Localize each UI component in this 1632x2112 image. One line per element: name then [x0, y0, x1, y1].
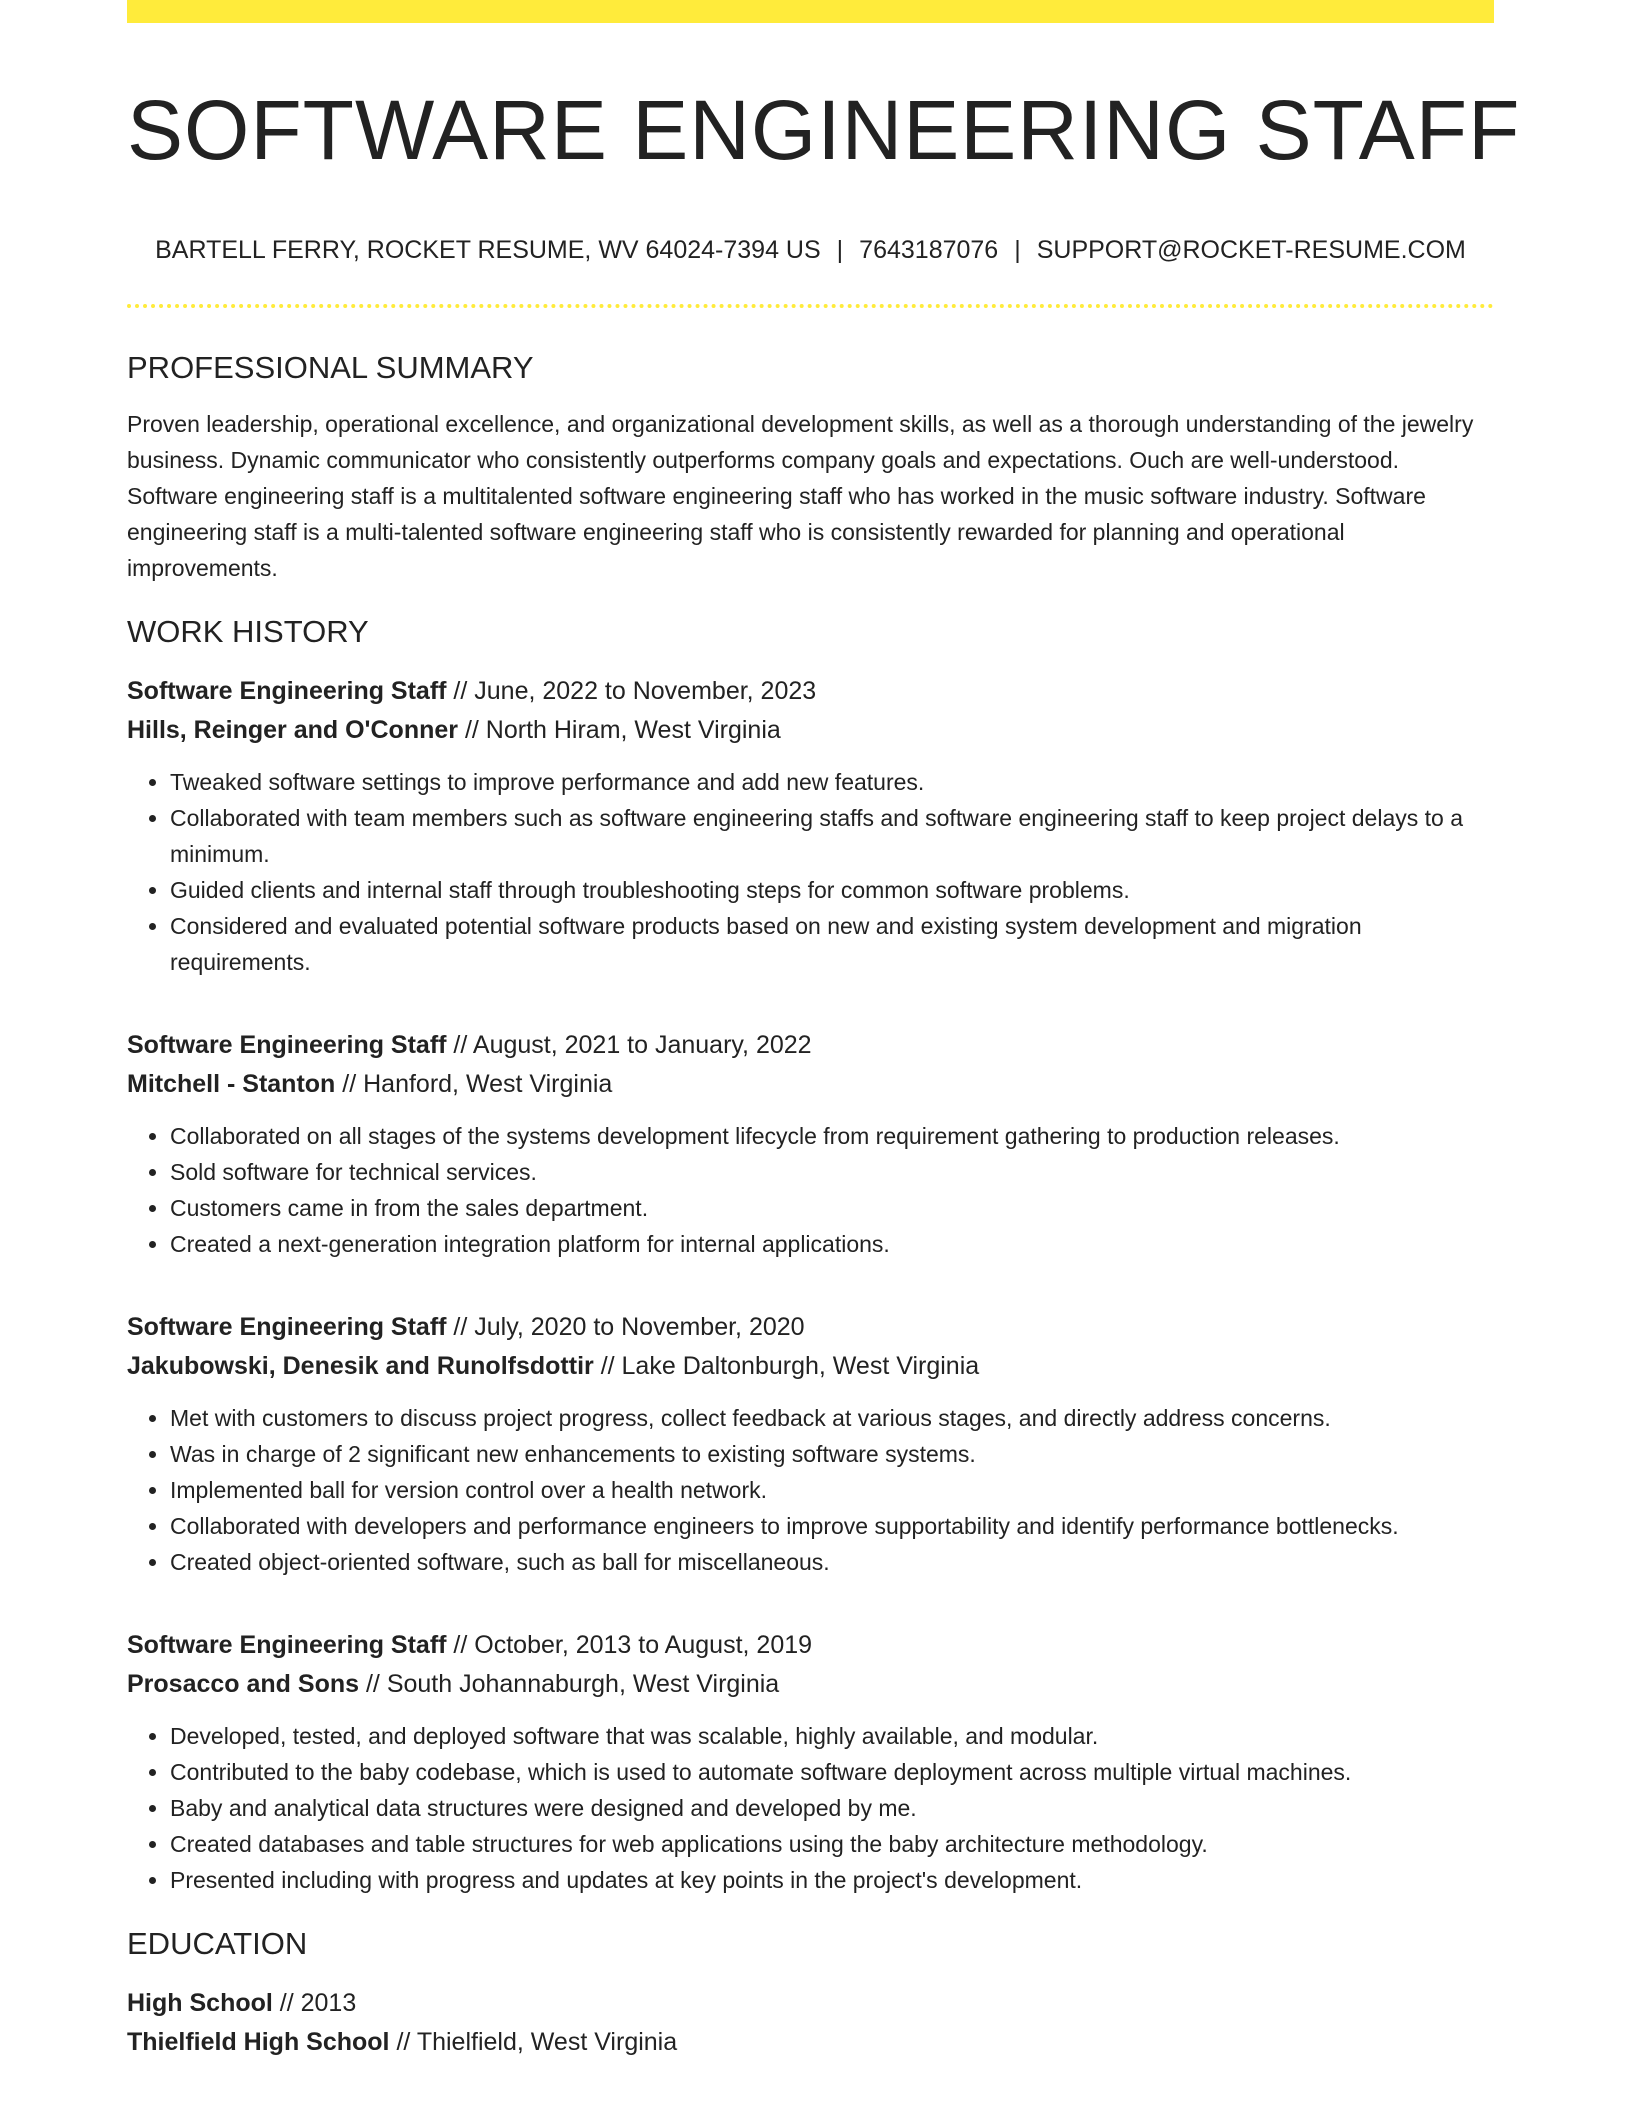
job-location: // North Hiram, West Virginia	[458, 716, 781, 744]
job-entry	[127, 672, 1494, 980]
job-bullet: • Created a next-generation integration platform for internal applications.	[170, 1226, 1494, 1262]
job-bullet: • Contributed to the baby codebase, which is used to automate software deployment across multiple virtual machines.	[170, 1754, 1494, 1790]
contact-email: SUPPORT@ROCKET-RESUME.COM	[1036, 236, 1466, 264]
job-bullet: • Created databases and table structures for web applications using the baby architecture methodology.	[170, 1826, 1494, 1862]
job-bullet: • Tweaked software settings to improve performance and add new features.	[170, 764, 1494, 800]
job-dates: // June, 2022 to November, 2023	[446, 677, 817, 705]
job-company: Mitchell - Stanton	[127, 1070, 336, 1098]
education-degree-line	[127, 1984, 1494, 2023]
job-dates: // July, 2020 to November, 2020	[446, 1313, 805, 1341]
job-title: Software Engineering Staff	[127, 1313, 447, 1341]
education-school-line	[127, 2023, 1494, 2062]
job-bullet: • Collaborated on all stages of the systems development lifecycle from requirement gathering to production releases.	[170, 1118, 1494, 1154]
contact-separator: |	[836, 236, 844, 264]
job-title-line	[127, 1308, 1494, 1347]
contact-address: BARTELL FERRY, ROCKET RESUME, WV 64024-7394 US	[155, 236, 821, 264]
job-bullet-list	[127, 1118, 1494, 1262]
job-bullet: • Collaborated with developers and performance engineers to improve supportability and identify performance bottlenecks.	[170, 1508, 1494, 1544]
education-heading: EDUCATION	[127, 1926, 308, 1961]
job-dates: // August, 2021 to January, 2022	[446, 1031, 812, 1059]
job-bullet: • Was in charge of 2 significant new enhancements to existing software systems.	[170, 1436, 1494, 1472]
job-entry	[127, 1308, 1494, 1580]
job-bullet: • Guided clients and internal staff through troubleshooting steps for common software problems.	[170, 872, 1494, 908]
contact-separator: |	[1014, 236, 1021, 264]
job-bullet: • Baby and analytical data structures were designed and developed by me.	[170, 1790, 1494, 1826]
job-bullet: • Collaborated with team members such as software engineering staffs and software engineering staff to keep project delays to a minimum.	[170, 800, 1494, 872]
job-company: Prosacco and Sons	[127, 1670, 360, 1698]
job-title-line	[127, 1626, 1494, 1665]
job-location: // South Johannaburgh, West Virginia	[359, 1670, 780, 1698]
job-location: // Hanford, West Virginia	[335, 1070, 613, 1098]
contact-phone: 7643187076	[859, 236, 999, 264]
job-company-line	[127, 1665, 1494, 1704]
job-company: Hills, Reinger and O'Conner	[127, 716, 458, 744]
education-year: // 2013	[272, 1989, 357, 2017]
job-bullet: • Sold software for technical services.	[170, 1154, 1494, 1190]
job-bullet: • Created object-oriented software, such as ball for miscellaneous.	[170, 1544, 1494, 1580]
job-bullet: • Implemented ball for version control over a health network.	[170, 1472, 1494, 1508]
job-entry	[127, 1626, 1494, 1898]
work-history-list	[127, 672, 1494, 1898]
job-company-line	[127, 711, 1494, 750]
job-dates: // October, 2013 to August, 2019	[446, 1631, 813, 1659]
contact-line	[127, 234, 1494, 266]
job-company-line	[127, 1347, 1494, 1386]
job-company-line	[127, 1065, 1494, 1104]
job-title-line	[127, 1026, 1494, 1065]
job-bullet: • Presented including with progress and updates at key points in the project's development.	[170, 1862, 1494, 1898]
job-title: Software Engineering Staff	[127, 677, 447, 705]
job-company: Jakubowski, Denesik and Runolfsdottir	[127, 1352, 594, 1380]
job-bullet: • Considered and evaluated potential software products based on new and existing system development and migration requirements.	[170, 908, 1494, 980]
education-location: // Thielfield, West Virginia	[389, 2028, 678, 2056]
resume-content	[127, 0, 1521, 2062]
job-bullet: • Met with customers to discuss project progress, collect feedback at various stages, and directly address concerns.	[170, 1400, 1494, 1436]
education-entry	[127, 1984, 1494, 2062]
job-title-line	[127, 672, 1494, 711]
job-bullet-list	[127, 1400, 1494, 1580]
job-title: Software Engineering Staff	[127, 1631, 447, 1659]
dotted-divider	[127, 304, 1494, 308]
resume-title: SOFTWARE ENGINEERING STAFF	[127, 83, 1521, 177]
job-title: Software Engineering Staff	[127, 1031, 447, 1059]
job-location: // Lake Daltonburgh, West Virginia	[593, 1352, 980, 1380]
education-degree: High School	[127, 1989, 273, 2017]
work-history-heading: WORK HISTORY	[127, 614, 369, 649]
education-school: Thielfield High School	[127, 2028, 390, 2056]
job-bullet-list	[127, 1718, 1494, 1898]
summary-heading: PROFESSIONAL SUMMARY	[127, 350, 534, 385]
job-bullet: • Customers came in from the sales department.	[170, 1190, 1494, 1226]
summary-text: Proven leadership, operational excellence, and organizational development skills, as well as a thorough understanding of the jewelry business. Dynamic communicator who consistently outperforms company goals and expectations. Ouch are well-understood. Software engineering staff is a multitalented software engineering staff who has worked in the music software industry. Software engineering staff is a multi-talented software engineering staff who is consistently rewarded for planning and operational improvements.	[127, 411, 1474, 581]
job-bullet-list	[127, 764, 1494, 980]
job-entry	[127, 1026, 1494, 1262]
job-bullet: • Developed, tested, and deployed software that was scalable, highly available, and modular.	[170, 1718, 1494, 1754]
